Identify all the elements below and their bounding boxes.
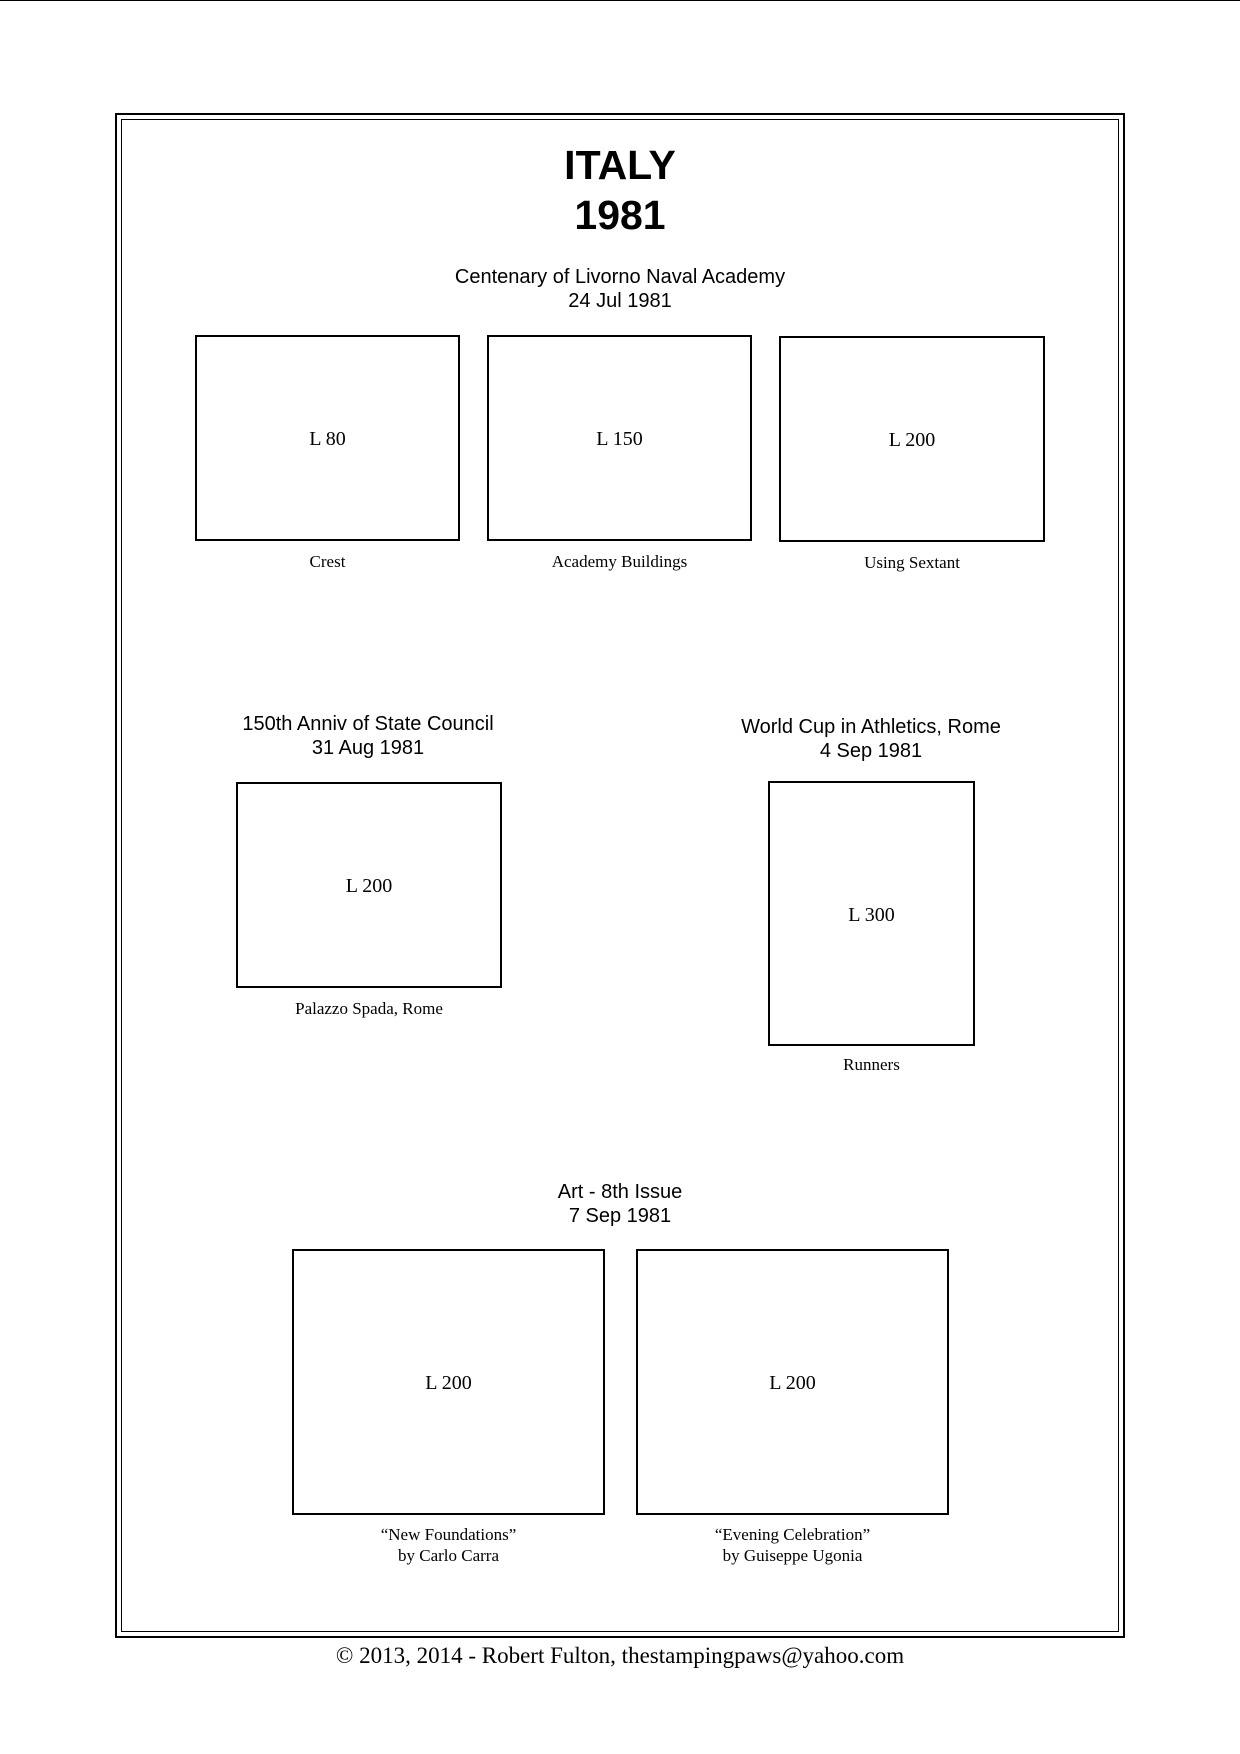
stamp-box-new-foundations (292, 1249, 605, 1515)
issue-date-state-council: 31 Aug 1981 (311, 737, 425, 759)
stamp-caption-new-foundations-artist: by Carlo Carra (397, 1546, 500, 1565)
stamp-caption-evening-celebration-title: “Evening Celebration” (714, 1525, 871, 1544)
stamp-denomination: L 200 (888, 429, 936, 451)
stamp-box-crest (195, 335, 460, 541)
stamp-box-academy-buildings (487, 335, 752, 541)
stamp-denomination: L 300 (848, 904, 895, 926)
stamp-box-palazzo-spada (236, 782, 502, 988)
page-title-year: 1981 (574, 192, 666, 238)
stamp-box-runners (768, 781, 975, 1046)
stamp-denomination: L 200 (345, 875, 393, 897)
stamp-caption-using-sextant: Using Sextant (864, 553, 960, 572)
stamp-caption-academy-buildings: Academy Buildings (551, 552, 688, 571)
stamp-caption-runners: Runners (843, 1055, 900, 1074)
stamp-caption-new-foundations-title: “New Foundations” (380, 1525, 517, 1544)
issue-date-naval-academy: 24 Jul 1981 (568, 290, 672, 312)
issue-date-art-8th-issue: 7 Sep 1981 (568, 1205, 672, 1227)
stamp-denomination: L 150 (596, 428, 643, 450)
stamp-denomination: L 200 (425, 1372, 472, 1394)
issue-title-naval-academy: Centenary of Livorno Naval Academy (454, 266, 786, 288)
stamp-box-using-sextant (779, 336, 1045, 542)
stamp-caption-palazzo-spada: Palazzo Spada, Rome (295, 999, 443, 1018)
stamp-caption-crest: Crest (309, 552, 346, 571)
stamp-denomination: L 80 (309, 428, 346, 450)
copyright-footer: © 2013, 2014 - Robert Fulton, thestampingpaws@yahoo.com (335, 1643, 905, 1668)
issue-title-world-cup-athletics: World Cup in Athletics, Rome (741, 716, 1001, 738)
page-title-country: ITALY (564, 142, 676, 188)
issue-title-art-8th-issue: Art - 8th Issue (557, 1181, 683, 1203)
issue-title-state-council: 150th Anniv of State Council (242, 713, 494, 735)
stamp-box-evening-celebration (636, 1249, 949, 1515)
stamp-caption-evening-celebration-artist: by Guiseppe Ugonia (722, 1546, 863, 1565)
stamp-denomination: L 200 (769, 1372, 816, 1394)
top-rule (0, 0, 1240, 1)
issue-date-world-cup-athletics: 4 Sep 1981 (819, 740, 923, 762)
